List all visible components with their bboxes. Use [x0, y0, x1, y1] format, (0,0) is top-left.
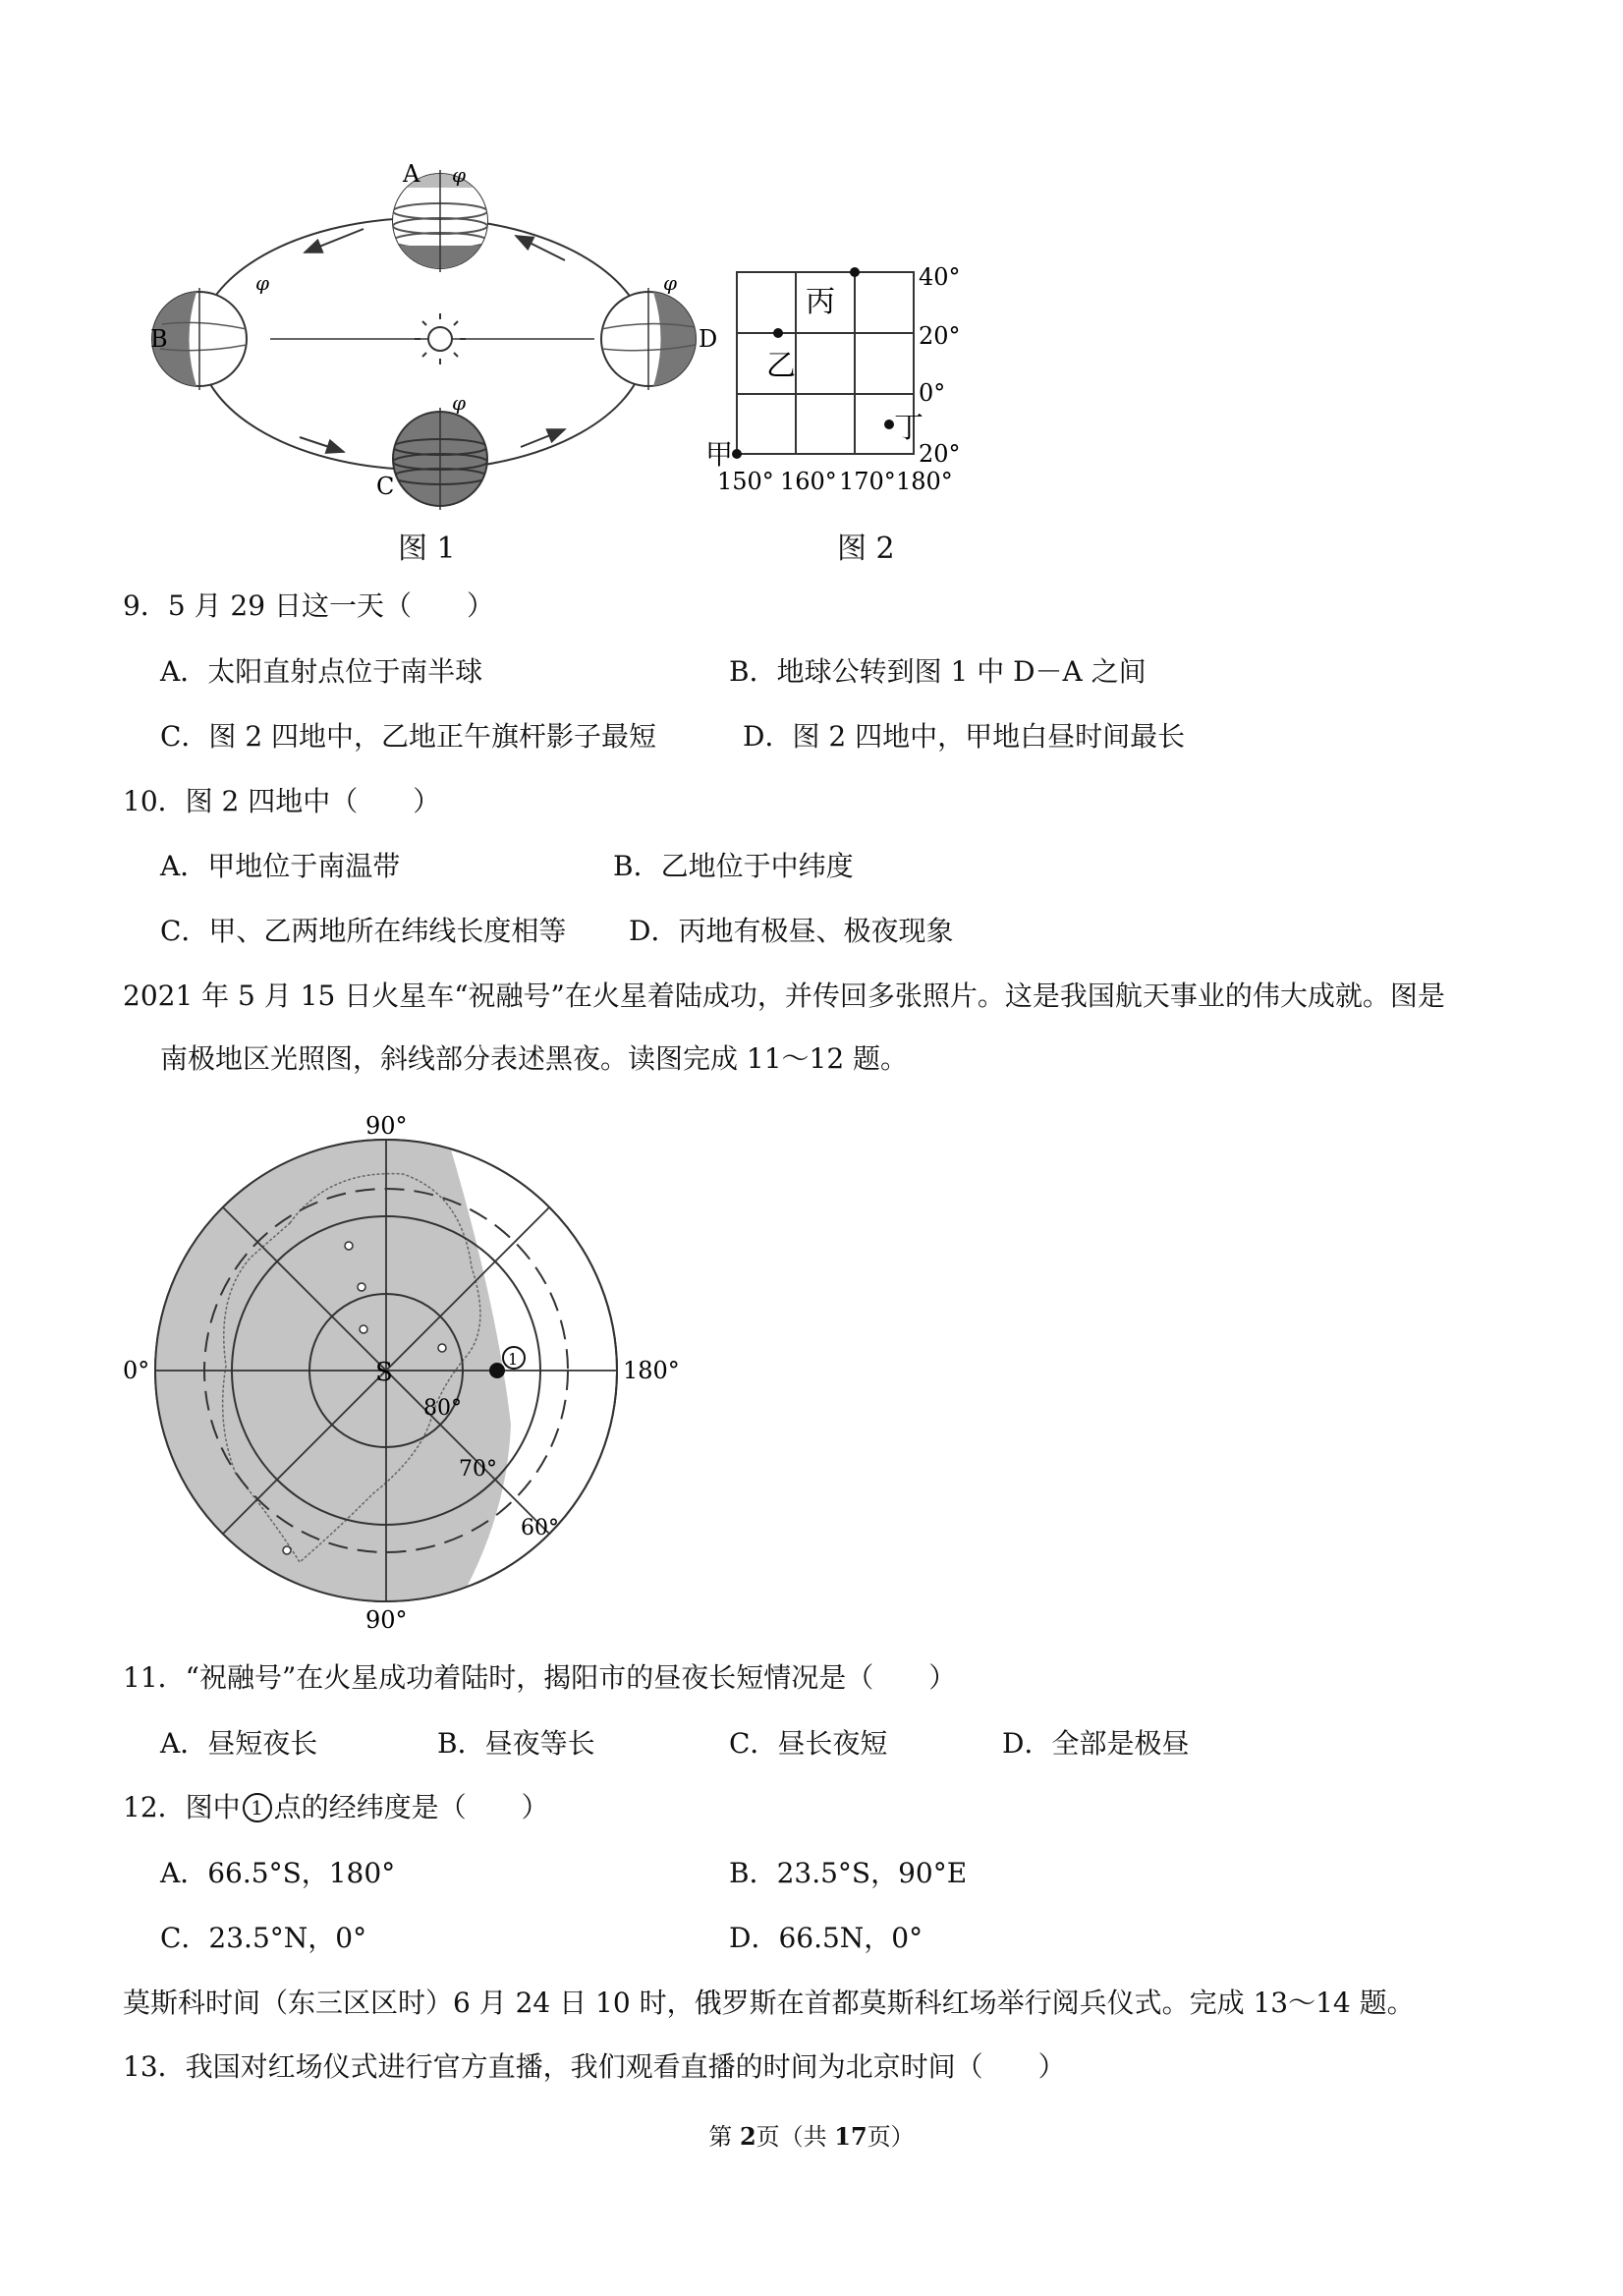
orbit-arrow: [305, 229, 364, 252]
footer-page-number: 2: [739, 2122, 756, 2151]
place-yi: 乙: [766, 349, 796, 383]
label-70: 70°: [459, 1457, 497, 1482]
label-phi: φ: [255, 271, 270, 295]
question-10-stem: 10．图 2 四地中（ ）: [123, 785, 441, 817]
label-90-top: 90°: [365, 1112, 408, 1140]
lat-label: 40°: [919, 263, 961, 291]
q11-option-d[interactable]: D．全部是极昼: [1002, 1727, 1190, 1760]
point-jia: [732, 449, 742, 459]
label-phi: φ: [663, 271, 678, 295]
q10-option-a[interactable]: A．甲地位于南温带: [160, 850, 401, 882]
passage-1-line-2: 南极地区光照图，斜线部分表述黑夜。读图完成 11～12 题。: [160, 1042, 909, 1075]
label-80: 80°: [423, 1396, 462, 1421]
place-ding: 丁: [894, 411, 923, 445]
label-s: S: [375, 1358, 393, 1387]
passage-2-line-1: 莫斯科时间（东三区区时）6 月 24 日 10 时，俄罗斯在首都莫斯科红场举行阅兵仪式。完成 13～14 题。: [123, 1987, 1415, 2019]
q9-option-b[interactable]: B．地球公转到图 1 中 D－A 之间: [729, 655, 1147, 688]
point-ding: [884, 420, 894, 429]
q11-option-a[interactable]: A．昼短夜长: [160, 1727, 318, 1760]
q12-stem-prefix: 12．图中: [123, 1791, 241, 1823]
lon-label: 150°: [717, 468, 774, 495]
q9-option-d[interactable]: D．图 2 四地中，甲地白昼时间最长: [743, 720, 1186, 753]
point-yi: [773, 328, 783, 338]
lon-label: 160°: [780, 468, 837, 495]
label-60: 60°: [521, 1516, 559, 1540]
orbit-arrow: [516, 236, 565, 260]
q10-option-d[interactable]: D．丙地有极昼、极夜现象: [629, 915, 954, 947]
lat-label: 0°: [919, 379, 946, 407]
footer-total-pages: 17: [834, 2122, 867, 2151]
label-a: A: [403, 160, 420, 188]
antarctic-illumination-map: [118, 1100, 688, 1651]
label-b: B: [150, 325, 168, 353]
label-phi: φ: [452, 163, 467, 187]
q12-option-c[interactable]: C．23.5°N，0°: [160, 1922, 367, 1954]
earth-position-d: [601, 288, 702, 390]
q9-option-c[interactable]: C．图 2 四地中，乙地正午旗杆影子最短: [160, 720, 657, 753]
footer-mid: 页（共: [756, 2123, 835, 2151]
point-1-marker: [489, 1363, 505, 1378]
q12-option-d[interactable]: D．66.5N，0°: [729, 1922, 923, 1954]
earth-position-c: [393, 408, 487, 510]
figure-1-caption: 图 1: [398, 532, 456, 566]
point-1-label: 1: [508, 1350, 519, 1369]
label-0: 0°: [123, 1357, 150, 1384]
lat-label: 20°: [919, 440, 961, 468]
q11-option-c[interactable]: C．昼长夜短: [729, 1727, 888, 1760]
label-d: D: [699, 325, 718, 353]
question-11-stem: 11．“祝融号”在火星成功着陆时，揭阳市的昼夜长短情况是（ ）: [123, 1661, 957, 1694]
footer-prefix: 第: [708, 2123, 740, 2151]
question-13-stem: 13．我国对红场仪式进行官方直播，我们观看直播的时间为北京时间（ ）: [123, 2050, 1066, 2083]
passage-1-line-1: 2021 年 5 月 15 日火星车“祝融号”在火星着陆成功，并传回多张照片。这是我国航天事业的伟大成就。图是: [123, 980, 1445, 1012]
q12-option-b[interactable]: B．23.5°S，90°E: [729, 1857, 968, 1889]
question-9-stem: 9．5 月 29 日这一天（ ）: [123, 589, 494, 622]
lat-label: 20°: [919, 322, 961, 350]
footer-suffix: 页）: [867, 2123, 915, 2151]
q12-point-mark: 1: [243, 1793, 272, 1822]
label-phi: φ: [452, 391, 467, 415]
q10-option-c[interactable]: C．甲、乙两地所在纬线长度相等: [160, 915, 567, 947]
point-bing: [850, 267, 860, 277]
q11-option-b[interactable]: B．昼夜等长: [437, 1727, 595, 1760]
q9-option-a[interactable]: A．太阳直射点位于南半球: [160, 655, 483, 688]
question-12-stem: [123, 1788, 549, 1827]
label-c: C: [376, 473, 395, 500]
q12-stem-suffix: 点的经纬度是（ ）: [273, 1791, 549, 1823]
figure-2-caption: 图 2: [837, 532, 895, 566]
place-bing: 丙: [806, 285, 835, 319]
figure-1-orbit-diagram: [152, 152, 732, 526]
orbit-arrow: [300, 437, 344, 452]
label-180: 180°: [623, 1357, 680, 1384]
q10-option-b[interactable]: B．乙地位于中纬度: [613, 850, 854, 882]
night-region: [138, 1120, 511, 1651]
q12-option-a[interactable]: A．66.5°S，180°: [160, 1857, 396, 1889]
figure-2-lat-lon-grid: [698, 257, 1051, 503]
lon-label: 170°: [839, 468, 896, 495]
label-90-bottom: 90°: [365, 1606, 408, 1634]
place-jia: 甲: [705, 438, 734, 471]
lon-label: 180°: [896, 468, 953, 495]
page-footer: [0, 2117, 1623, 2152]
